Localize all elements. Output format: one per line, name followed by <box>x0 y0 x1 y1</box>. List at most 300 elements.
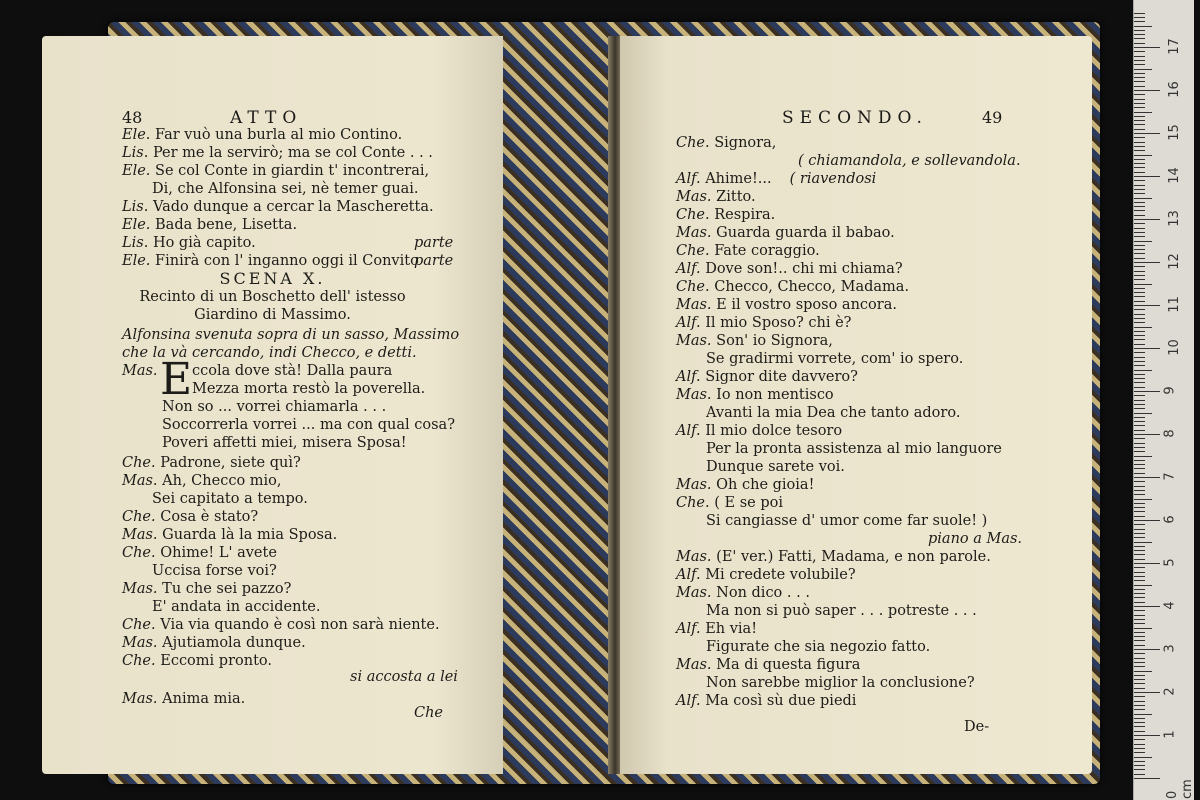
ruler-tick <box>1134 228 1145 229</box>
right-page-number: 49 <box>982 108 1003 127</box>
speaker: Alf. <box>676 693 701 709</box>
verse-text: (E' ver.) Fatti, Madama, e non parole. <box>716 549 991 565</box>
speaker: Che. <box>676 243 710 259</box>
ruler-tick <box>1134 709 1145 710</box>
verse-text: Guarda guarda il babao. <box>716 225 895 241</box>
ruler-number: 7 <box>1162 472 1178 481</box>
ruler-tick <box>1134 752 1145 753</box>
verse-line <box>676 422 842 440</box>
ruler-tick <box>1134 499 1152 500</box>
ruler-tick <box>1134 675 1145 676</box>
ruler-tick <box>1134 494 1145 495</box>
ruler-tick <box>1134 258 1145 259</box>
verse-line <box>676 170 876 188</box>
verse-text: Anima mia. <box>162 691 246 707</box>
verse-line <box>676 134 776 152</box>
ruler-tick <box>1134 408 1145 409</box>
ruler-number: 8 <box>1162 429 1178 438</box>
verse-text: Ma non si può saper . . . potreste . . . <box>706 603 977 619</box>
verse-line: ccola dove stà! Dalla paura <box>192 363 393 379</box>
ruler-tick <box>1134 593 1145 594</box>
speaker: Lis. <box>122 235 149 251</box>
verse-line <box>706 674 975 692</box>
ruler-tick <box>1134 511 1145 512</box>
catchword: De- <box>964 719 990 735</box>
ruler-tick <box>1134 86 1145 87</box>
ruler-tick <box>1134 163 1145 164</box>
verse-line <box>676 260 903 278</box>
verse-text: Il mio Sposo? chi è? <box>705 315 852 331</box>
ruler-tick <box>1134 554 1145 555</box>
verse-line <box>706 440 1002 458</box>
ruler-tick <box>1134 107 1145 108</box>
ruler-tick <box>1134 34 1145 35</box>
ruler-tick <box>1134 94 1145 95</box>
verse-line <box>706 638 930 656</box>
speaker: Che. <box>676 495 710 511</box>
ruler-tick <box>1134 241 1152 242</box>
verse-text: Si cangiasse d' umor come far suole! ) <box>706 513 988 529</box>
ruler-number: 3 <box>1162 644 1178 653</box>
ruler-tick <box>1134 339 1145 340</box>
ruler-number: 14 <box>1166 167 1182 184</box>
ruler-tick <box>1134 124 1145 125</box>
drop-cap: E <box>160 354 193 405</box>
verse-text: Ohime! L' avete <box>160 545 277 561</box>
verse-line <box>706 602 977 620</box>
verse-line <box>122 144 433 162</box>
stage-direction: ( riavendosi <box>789 171 877 187</box>
ruler-tick <box>1134 146 1145 147</box>
speaker: Mas. <box>122 581 158 597</box>
verse-line <box>676 476 814 494</box>
ruler-tick <box>1134 662 1145 663</box>
ruler-number: 0 cm <box>1165 779 1195 799</box>
verse-text: Far vuò una burla al mio Contino. <box>155 127 403 143</box>
verse-line <box>122 616 440 634</box>
ruler-tick <box>1134 628 1152 629</box>
ruler-tick <box>1134 253 1145 254</box>
ruler-tick <box>1134 395 1145 396</box>
ruler-tick <box>1134 434 1160 435</box>
ruler-tick <box>1134 69 1152 70</box>
ruler-number: 10 <box>1166 339 1182 356</box>
verse-line <box>676 332 833 350</box>
verse-text: Cosa è stato? <box>160 509 259 525</box>
speaker: Alf. <box>676 315 701 331</box>
ruler-tick <box>1134 193 1145 194</box>
ruler-tick <box>1134 249 1145 250</box>
ruler-tick <box>1134 714 1152 715</box>
speaker: Alf. <box>676 567 701 583</box>
verse-text: Non dico . . . <box>716 585 810 601</box>
verse-line <box>676 548 991 566</box>
ruler-tick <box>1134 344 1145 345</box>
ruler-tick <box>1134 180 1145 181</box>
ruler-tick <box>1134 774 1145 775</box>
verse-line <box>122 634 306 652</box>
ruler-tick <box>1134 640 1145 641</box>
ruler-tick <box>1134 17 1145 18</box>
ruler-tick <box>1134 129 1145 130</box>
ruler-tick <box>1134 137 1145 138</box>
verse-text: E il vostro sposo ancora. <box>716 297 897 313</box>
ruler-tick <box>1134 615 1145 616</box>
ruler-tick <box>1134 103 1145 104</box>
stage-direction-3: si accosta a lei <box>350 669 458 685</box>
speaker: Che. <box>676 279 710 295</box>
ruler-tick <box>1134 602 1145 603</box>
ruler-tick <box>1134 374 1145 375</box>
speaker: Ele. <box>122 217 151 233</box>
ruler-tick <box>1134 679 1145 680</box>
verse-text: Respira. <box>714 207 776 223</box>
ruler-tick <box>1134 413 1152 414</box>
ruler-tick <box>1134 271 1145 272</box>
ruler-tick <box>1134 520 1160 521</box>
ruler-tick <box>1134 589 1145 590</box>
ruler-tick <box>1134 705 1145 706</box>
ruler-tick <box>1134 563 1160 564</box>
ruler-tick <box>1134 636 1145 637</box>
speaker: Alf. <box>676 423 701 439</box>
verse-line <box>122 126 402 144</box>
verse-text: Il mio dolce tesoro <box>705 423 843 439</box>
verse-text: Se col Conte in giardin t' incontrerai, <box>155 163 430 179</box>
verse-line <box>122 580 291 598</box>
ruler-tick <box>1134 666 1145 667</box>
ruler-tick <box>1134 744 1145 745</box>
right-header: SECONDO. <box>782 108 928 128</box>
ruler-tick <box>1134 400 1145 401</box>
verse-line: Mezza morta restò la poverella. <box>192 381 426 397</box>
ruler-tick <box>1134 159 1145 160</box>
ruler-tick <box>1134 391 1160 392</box>
ruler-tick <box>1134 417 1145 418</box>
ruler-tick <box>1134 572 1145 573</box>
verse-line <box>122 652 272 670</box>
ruler-tick <box>1134 516 1145 517</box>
ruler-tick <box>1134 352 1145 353</box>
verse-line <box>676 368 858 386</box>
verse-text: Via via quando è così non sarà niente. <box>160 617 440 633</box>
speaker: Mas. <box>676 387 712 403</box>
verse-text: Bada bene, Lisetta. <box>155 217 298 233</box>
speaker: Mas. <box>676 657 712 673</box>
verse-line <box>676 188 756 206</box>
ruler-tick <box>1134 529 1145 530</box>
speaker: Alf. <box>676 261 701 277</box>
ruler-tick <box>1134 266 1145 267</box>
verse-line <box>122 526 337 544</box>
verse-text: Ma di questa figura <box>716 657 861 673</box>
verse-text: Ho già capito. <box>152 235 256 251</box>
ruler-tick <box>1134 223 1145 224</box>
speaker: Mas. <box>122 635 158 651</box>
speaker: Mas. <box>122 473 158 489</box>
ruler-tick <box>1134 51 1145 52</box>
speaker: Mas. <box>676 297 712 313</box>
ruler-tick <box>1134 292 1145 293</box>
ruler-tick <box>1134 430 1145 431</box>
ruler-tick <box>1134 443 1145 444</box>
ruler-tick <box>1134 73 1145 74</box>
verse-text: Dove son!.. chi mi chiama? <box>705 261 903 277</box>
ruler-tick <box>1134 279 1145 280</box>
verse-text: Non sarebbe miglior la conclusione? <box>706 675 975 691</box>
ruler-tick <box>1134 486 1145 487</box>
verse-text: Tu che sei pazzo? <box>162 581 292 597</box>
ruler-tick <box>1134 610 1145 611</box>
verse-text: Se gradirmi vorrete, com' io spero. <box>706 351 964 367</box>
verse-line <box>706 350 963 368</box>
ruler-tick <box>1134 185 1145 186</box>
verse-text: Vado dunque a cercar la Mascheretta. <box>152 199 434 215</box>
ruler-tick <box>1134 778 1160 779</box>
speaker: Ele. <box>122 127 151 143</box>
verse-line <box>122 472 282 490</box>
verse-line: Soccorrerla vorrei ... ma con qual cosa? <box>162 417 455 433</box>
ruler-tick <box>1134 542 1152 543</box>
ruler-tick <box>1134 198 1152 199</box>
ruler-tick <box>1134 112 1152 113</box>
verse-text: E' andata in accidente. <box>152 599 321 615</box>
ruler-number: 5 <box>1162 558 1178 567</box>
ruler-tick <box>1134 26 1152 27</box>
verse-text: Zitto. <box>716 189 756 205</box>
ruler-number: 4 <box>1162 601 1178 610</box>
ruler-tick <box>1134 142 1145 143</box>
ruler-tick <box>1134 550 1145 551</box>
ruler-tick <box>1134 404 1145 405</box>
ruler-tick <box>1134 60 1145 61</box>
ruler-tick <box>1134 116 1145 117</box>
stage-direction: ( chiamandola, e sollevandola. <box>798 153 1021 169</box>
ruler-tick <box>1134 64 1145 65</box>
ruler-tick <box>1134 327 1152 328</box>
speaker: Lis. <box>122 145 149 161</box>
ruler-tick <box>1134 43 1145 44</box>
ruler-tick <box>1134 189 1145 190</box>
verse-text: Per la pronta assistenza al mio languore <box>706 441 1002 457</box>
ruler-tick <box>1134 21 1145 22</box>
setting-line-1: Recinto di un Boschetto dell' istesso <box>139 289 406 305</box>
ruler-tick <box>1134 176 1160 177</box>
ruler-tick <box>1134 275 1145 276</box>
verse-line <box>152 490 308 508</box>
verse-line <box>152 562 277 580</box>
speaker: Che. <box>122 509 156 525</box>
ruler-tick <box>1134 653 1145 654</box>
verse-text: Oh che gioia! <box>716 477 815 493</box>
ruler-tick <box>1134 468 1145 469</box>
ruler-tick <box>1134 90 1160 91</box>
verse-text: Checco, Checco, Madama. <box>714 279 910 295</box>
verse-line <box>122 234 256 252</box>
ruler-number: 9 <box>1162 386 1178 395</box>
verse-text: Guarda là la mia Sposa. <box>162 527 338 543</box>
catchword: Che <box>414 705 444 721</box>
ruler-tick <box>1134 580 1145 581</box>
ruler-tick <box>1134 739 1145 740</box>
verse-line <box>706 404 960 422</box>
ruler-tick <box>1134 305 1160 306</box>
verse-text: Son' io Signora, <box>716 333 833 349</box>
ruler-tick <box>1134 361 1145 362</box>
verse-text: Avanti la mia Dea che tanto adoro. <box>706 405 961 421</box>
verse-line <box>676 314 851 332</box>
verse-text: Io non mentisco <box>716 387 834 403</box>
ruler-tick <box>1134 683 1145 684</box>
ruler-number: 12 <box>1166 253 1182 270</box>
verse-line: Non so ... vorrei chiamarla . . . <box>162 399 387 415</box>
verse-line: Poveri affetti miei, misera Sposa! <box>162 435 407 451</box>
verse-text: Eh via! <box>705 621 758 637</box>
speaker: Mas. <box>676 225 712 241</box>
ruler-tick <box>1134 365 1145 366</box>
stage-direction: piano a Mas. <box>928 531 1023 547</box>
speaker: Mas. <box>122 691 158 707</box>
ruler-tick <box>1134 490 1145 491</box>
speaker: Ele. <box>122 253 151 269</box>
verse-text: ( E se poi <box>714 495 783 511</box>
ruler-tick <box>1134 735 1160 736</box>
ruler-tick <box>1134 688 1145 689</box>
verse-text: Ajutiamola dunque. <box>162 635 306 651</box>
ruler-tick <box>1134 81 1145 82</box>
speaker: Ele. <box>122 163 151 179</box>
ruler-tick <box>1134 447 1145 448</box>
verse-line <box>122 508 258 526</box>
verse-line <box>122 162 429 180</box>
speaker: Lis. <box>122 199 149 215</box>
ruler-number: 6 <box>1162 515 1178 524</box>
ruler-tick <box>1134 718 1145 719</box>
ruler-tick <box>1134 757 1152 758</box>
left-page <box>42 36 503 774</box>
ruler-tick <box>1134 288 1145 289</box>
stage-direction-1: Alfonsina svenuta sopra di un sasso, Massimo <box>122 327 460 343</box>
measurement-ruler <box>1133 0 1194 800</box>
verse-line <box>676 206 775 224</box>
verse-text: Signora, <box>714 135 777 151</box>
ruler-number: 17 <box>1166 38 1182 55</box>
ruler-tick <box>1134 167 1145 168</box>
ruler-tick <box>1134 77 1145 78</box>
verse-text: Uccisa forse voi? <box>152 563 277 579</box>
speaker: Mas. <box>676 477 712 493</box>
ruler-tick <box>1134 748 1145 749</box>
verse-line <box>780 152 1021 170</box>
ruler-tick <box>1134 533 1145 534</box>
right-page <box>620 36 1092 774</box>
speaker: Che. <box>122 545 156 561</box>
speaker: Mas. <box>676 333 712 349</box>
verse-text: Sei capitato a tempo. <box>152 491 308 507</box>
ruler-tick <box>1134 585 1152 586</box>
verse-text: Padrone, siete quì? <box>160 455 301 471</box>
last-line <box>122 690 245 708</box>
ruler-tick <box>1134 172 1145 173</box>
ruler-tick <box>1134 701 1145 702</box>
ruler-tick <box>1134 722 1145 723</box>
speaker: Alf. <box>676 621 701 637</box>
speaker: Che. <box>122 617 156 633</box>
ruler-tick <box>1134 236 1145 237</box>
setting-line-2: Giardino di Massimo. <box>194 307 351 323</box>
verse-line <box>676 296 897 314</box>
speaker: Mas. <box>122 527 158 543</box>
verse-line <box>676 386 834 404</box>
ruler-tick <box>1134 245 1145 246</box>
verse-line <box>122 198 434 216</box>
ruler-number: 11 <box>1166 296 1182 313</box>
speaker: Che. <box>676 207 710 223</box>
ruler-tick <box>1134 649 1160 650</box>
ruler-tick <box>1134 537 1145 538</box>
verse-text: Ma così sù due piedi <box>705 693 857 709</box>
verse-line <box>676 584 810 602</box>
verse-line <box>676 494 783 512</box>
speaker: Mas. <box>676 585 712 601</box>
ruler-number: 16 <box>1166 81 1182 98</box>
ruler-tick <box>1134 262 1160 263</box>
ruler-tick <box>1134 331 1145 332</box>
ruler-tick <box>1134 503 1145 504</box>
speaker: Mas. <box>676 549 712 565</box>
verse-line <box>676 566 856 584</box>
ruler-tick <box>1134 155 1152 156</box>
ruler-tick <box>1134 477 1160 478</box>
speaker: Che. <box>676 135 710 151</box>
ruler-tick <box>1134 524 1145 525</box>
ruler-tick <box>1134 597 1145 598</box>
left-header: ATTO <box>230 108 303 128</box>
ruler-tick <box>1134 322 1145 323</box>
verse-line <box>676 692 856 710</box>
ruler-tick <box>1134 206 1145 207</box>
ruler-tick <box>1134 576 1145 577</box>
ruler-tick <box>1134 370 1152 371</box>
ruler-tick <box>1134 284 1152 285</box>
ruler-tick <box>1134 38 1145 39</box>
ruler-tick <box>1134 387 1145 388</box>
ruler-tick <box>1134 30 1145 31</box>
ruler-number: 13 <box>1166 210 1182 227</box>
verse-line <box>122 252 419 270</box>
ruler-tick <box>1134 425 1145 426</box>
ruler-tick <box>1134 692 1160 693</box>
verse-line <box>122 454 301 472</box>
speaker: Alf. <box>676 369 701 385</box>
ruler-number: 2 <box>1162 687 1178 696</box>
ruler-tick <box>1134 671 1152 672</box>
verse-line <box>122 216 297 234</box>
verse-line <box>676 620 757 638</box>
ruler-tick <box>1134 215 1145 216</box>
ruler-tick <box>1134 348 1160 349</box>
ruler-tick <box>1134 658 1145 659</box>
verse-line <box>676 278 909 296</box>
ruler-tick <box>1134 47 1160 48</box>
verse-text: Ahime!... <box>705 171 772 187</box>
speaker: Mas. <box>676 189 712 205</box>
ruler-tick <box>1134 696 1145 697</box>
verse-line <box>676 224 895 242</box>
ruler-tick <box>1134 623 1145 624</box>
ruler-tick <box>1134 296 1145 297</box>
ruler-tick <box>1134 731 1145 732</box>
